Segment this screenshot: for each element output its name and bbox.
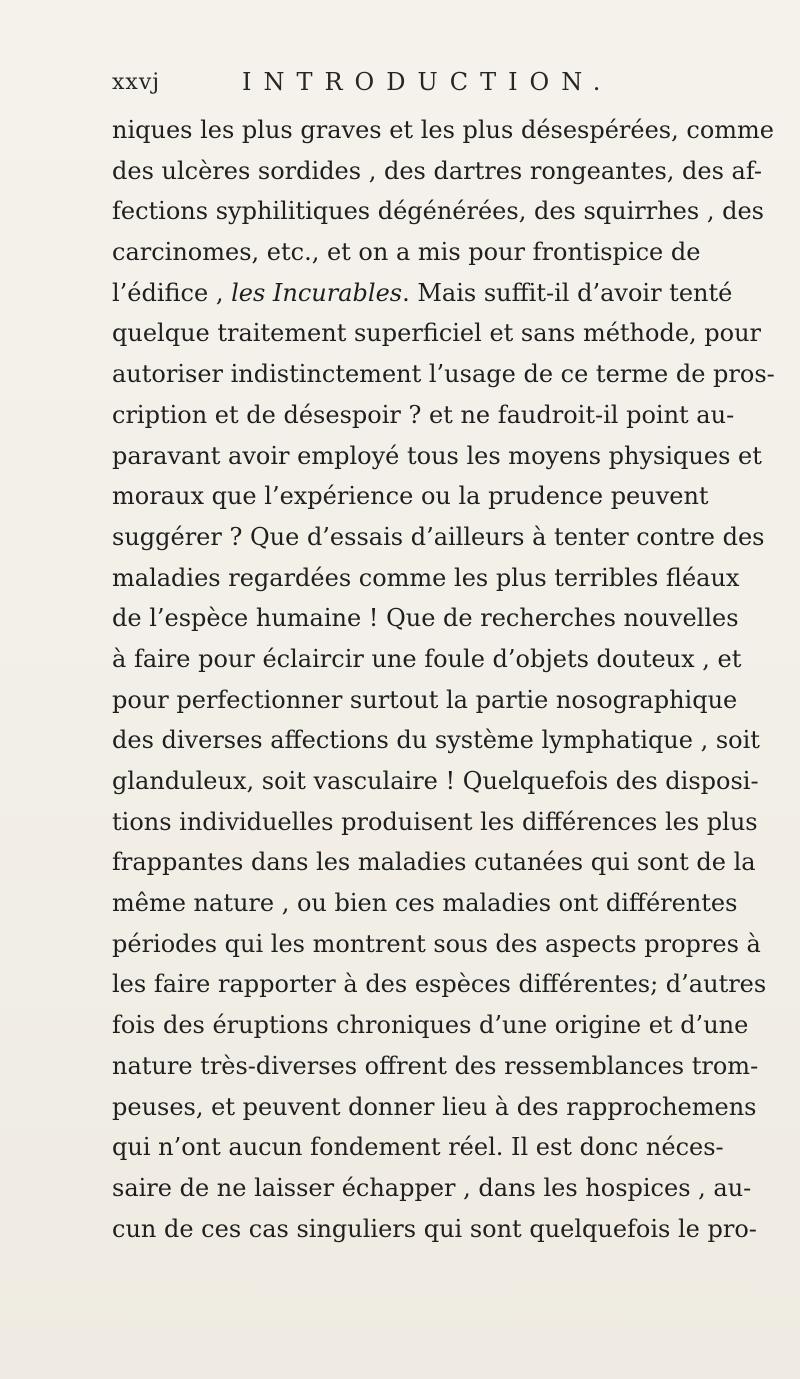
italic-title-incurables: les Incurables	[231, 278, 403, 307]
text-line-22: les faire rapporter à des espèces différentes; d’autres	[112, 970, 767, 999]
text-line-1: niques les plus graves et les plus désespérées, comme	[112, 116, 774, 144]
text-line-19: frappantes dans les maladies cutanées qui sont de la	[112, 848, 756, 877]
text-line-23: fois des éruptions chroniques d’une origine et d’une	[112, 1011, 749, 1040]
text-line-20: même nature , ou bien ces maladies ont différentes	[112, 889, 738, 918]
text-line-2: des ulcères sordides , des dartres rongeantes, des af-	[112, 156, 762, 185]
text-line-26: qui n’ont aucun fondement réel. Il est donc néces-	[112, 1133, 724, 1162]
text-line-11: suggérer ? Que d’essais d’ailleurs à tenter contre des	[112, 522, 765, 551]
running-title: INTRODUCTION.	[242, 68, 613, 96]
text-line-6: quelque traitement superficiel et sans méthode, pour	[112, 319, 762, 348]
text-line-25: peuses, et peuvent donner lieu à des rapprochemens	[112, 1092, 757, 1121]
text-line-5-end: . Mais suffit-il d’avoir tenté	[402, 278, 733, 307]
text-line-8: cription et de désespoir ? et ne faudroit-il point au-	[112, 400, 735, 429]
text-line-28: cun de ces cas singuliers qui sont quelquefois le pro-	[112, 1214, 757, 1243]
text-line-14: à faire pour éclaircir une foule d’objets douteux , et	[112, 644, 742, 673]
text-line-10: moraux que l’expérience ou la prudence peuvent	[112, 482, 709, 511]
body-text	[112, 110, 775, 1249]
text-line-24: nature très-diverses offrent des ressemblances trom-	[112, 1051, 759, 1080]
text-line-18: tions individuelles produisent les différences les plus	[112, 807, 758, 836]
text-line-4: carcinomes, etc., et on a mis pour frontispice de	[112, 238, 701, 267]
text-line-3: fections syphilitiques dégénérées, des squirrhes , des	[112, 197, 764, 226]
text-line-13: de l’espèce humaine ! Que de recherches nouvelles	[112, 604, 739, 633]
text-line-27: saire de ne laisser échapper , dans les hospices , au-	[112, 1173, 752, 1202]
text-line-7: autoriser indistinctement l’usage de ce terme de pros-	[112, 360, 775, 389]
text-line-12: maladies regardées comme les plus terribles fléaux	[112, 563, 740, 592]
text-line-21: périodes qui les montrent sous des aspects propres à	[112, 929, 761, 958]
text-line-17: glanduleux, soit vasculaire ! Quelquefois des disposi-	[112, 767, 759, 795]
text-line-5	[112, 273, 733, 314]
text-line-9: paravant avoir employé tous les moyens physiques et	[112, 441, 762, 470]
running-header	[112, 70, 672, 102]
page-number: xxvj	[112, 70, 161, 95]
text-line-16: des diverses affections du système lymphatique , soit	[112, 726, 760, 755]
text-line-15: pour perfectionner surtout la partie nosographique	[112, 685, 738, 714]
text-line-5-start: l’édifice ,	[112, 278, 232, 307]
